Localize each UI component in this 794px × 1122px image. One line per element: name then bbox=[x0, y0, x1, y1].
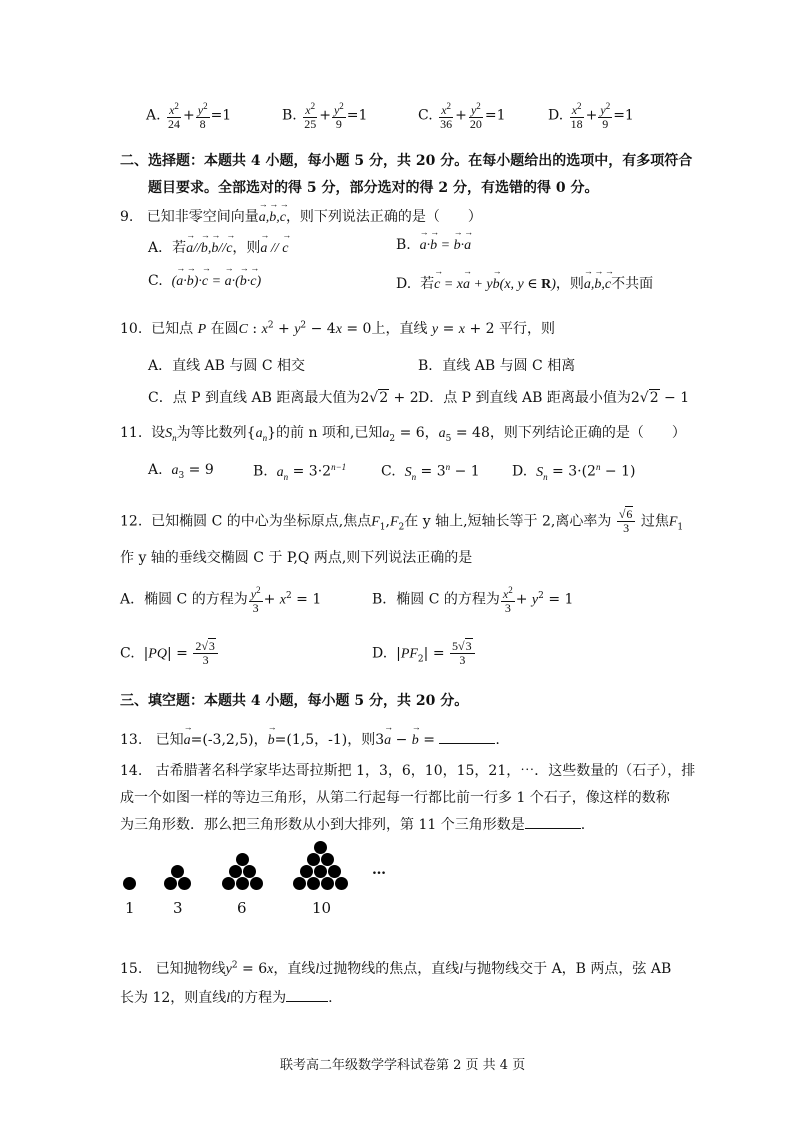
q14-answer-blank[interactable] bbox=[525, 828, 581, 829]
stone bbox=[321, 853, 334, 866]
q11-option-a: A. $a_3 = 9$ bbox=[148, 462, 214, 481]
q8-option-d: D. $\frac{x^2}{18}$ + $\frac{y^2}{9}$ =1 bbox=[548, 101, 634, 131]
stone bbox=[236, 853, 249, 866]
section3-header: 三、填空题：本题共 4 小题，每小题 5 分，共 20 分。 bbox=[120, 693, 469, 709]
q12-option-b: B．椭圆 C 的方程为 $\frac{x^2}{3}$ + $y^2 = 1$ bbox=[372, 585, 574, 615]
q12-line1: 12. 已知椭圆 C 的中心为坐标原点,焦点$F_1,F_2$在 y 轴上,短轴长等于 2,离心率为 $\frac{√6}{3}$ 过焦$F_1$ bbox=[120, 507, 684, 535]
q10-option-b: B．直线 AB 与圆 C 相离 bbox=[418, 358, 576, 374]
q10-option-a: A．直线 AB 与圆 C 相交 bbox=[148, 358, 306, 374]
stone bbox=[335, 877, 348, 890]
stone bbox=[164, 877, 177, 890]
figure-label-10: 10 bbox=[312, 899, 332, 917]
q10-option-d: D．点 P 到直线 AB 距离最小值为2√2 − 1 bbox=[418, 390, 690, 406]
q15-line1: 15. 已知抛物线$y^2 = 6x$，直线l过抛物线的焦点，直线l与抛物线交于 A，B 两点，弦 AB bbox=[120, 960, 672, 977]
q9-option-c: C. (→ a·→ b)·→ c = → a·(→ b·→ c) bbox=[148, 273, 261, 290]
stone bbox=[328, 865, 341, 878]
q14-line2: 成一个如图一样的等边三角形，从第二行起每一行都比前一行多 1 个石子，像这样的数称 bbox=[120, 790, 670, 806]
q15-answer-blank[interactable] bbox=[286, 1001, 328, 1002]
q12-line2: 作 y 轴的垂线交椭圆 C 于 P,Q 两点,则下列说法正确的是 bbox=[120, 550, 473, 566]
q12-option-a: A．椭圆 C 的方程为 $\frac{y^2}{3}$ + $x^2 = 1$ bbox=[120, 585, 322, 615]
stone bbox=[171, 865, 184, 878]
stone bbox=[307, 853, 320, 866]
q9-option-b: B. → a·→ b = → b·→ a bbox=[396, 237, 471, 254]
q10-stem: 10. 已知点 P 在圆C : $x^2 + y^2 - 4x = 0$上，直线 y = x + 2 平行，则 bbox=[120, 320, 555, 337]
q8-option-c: C. $\frac{x^2}{36}$ + $\frac{y^2}{20}$ =1 bbox=[418, 101, 506, 131]
q14-line1: 14. 古希腊著名科学家毕达哥拉斯把 1，3，6，10，15，21，⋯．这些数量的（石子），排 bbox=[120, 763, 696, 779]
q9-option-a: A．若→ a//→ b,→ b//→ c，则→ a // → c bbox=[148, 237, 288, 257]
stone bbox=[321, 877, 334, 890]
q11-option-c: C. $S_n = 3^n - 1$ bbox=[381, 462, 480, 482]
stone bbox=[243, 865, 256, 878]
stone bbox=[314, 865, 327, 878]
stone bbox=[229, 865, 242, 878]
section2-line1: 二、选择题：本题共 4 小题，每小题 5 分，共 20 分。在每小题给出的选项中，有多项符合 bbox=[120, 153, 693, 169]
stone bbox=[236, 877, 249, 890]
stone bbox=[250, 877, 263, 890]
q8-option-b: B. $\frac{x^2}{25}$ + $\frac{y^2}{9}$ =1 bbox=[282, 101, 368, 131]
q9-option-d: D. 若→ c = x→ a + y→ b(x, y ∈ R)，则→ a,→ b,→ c不共面 bbox=[396, 273, 653, 293]
stone bbox=[123, 877, 136, 890]
page-footer: 联考高二年级数学学科试卷第 2 页 共 4 页 bbox=[280, 1058, 526, 1073]
q14-line3: 为三角形数．那么把三角形数从小到大排列，第 11 个三角形数是 . bbox=[120, 817, 586, 833]
q12-option-c: C. |PQ| = $\frac{2√3}{3}$ bbox=[120, 640, 219, 667]
q10-option-c: C．点 P 到直线 AB 距离最大值为2√2 + 2 bbox=[148, 390, 419, 406]
q11-option-d: D. $S_n = 3\cdot(2^n - 1)$ bbox=[512, 462, 636, 482]
q11-stem: 11. 设$S_n$为等比数列$\{a_n\}$的前 n 项和,已知$a_2 = 6$，$a_5 = 48$，则下列结论正确的是（ ） bbox=[120, 425, 686, 444]
q8-option-a: A. $\frac{x^2}{24}$ + $\frac{y^2}{8}$ =1 bbox=[146, 101, 232, 131]
figure-ellipsis: … bbox=[372, 862, 386, 878]
stone bbox=[222, 877, 235, 890]
stone bbox=[314, 841, 327, 854]
figure-label-6: 6 bbox=[237, 899, 247, 917]
stone bbox=[293, 877, 306, 890]
q13-stem: 13. 已知→ a=(-3,2,5)，→ b=(1,5，-1)，则3→ a − → b = . bbox=[120, 729, 500, 749]
stone bbox=[178, 877, 191, 890]
q15-line2: 长为 12，则直线l的方程为 . bbox=[120, 990, 333, 1006]
q13-answer-blank[interactable] bbox=[439, 743, 495, 744]
figure-label-1: 1 bbox=[125, 899, 135, 917]
section2-line2: 题目要求。全部选对的得 5 分，部分选对的得 2 分，有选错的得 0 分。 bbox=[148, 180, 599, 196]
q12-option-d: D. $|PF_2|$ = $\frac{5√3}{3}$ bbox=[372, 640, 476, 667]
q9-stem: 9. 已知非零空间向量→ a,→ b,→ c，则下列说法正确的是（ ） bbox=[120, 206, 482, 226]
figure-label-3: 3 bbox=[173, 899, 183, 917]
q11-option-b: B. $a_n = 3\cdot 2^{n-1}$ bbox=[253, 462, 347, 482]
stone bbox=[300, 865, 313, 878]
stone bbox=[307, 877, 320, 890]
